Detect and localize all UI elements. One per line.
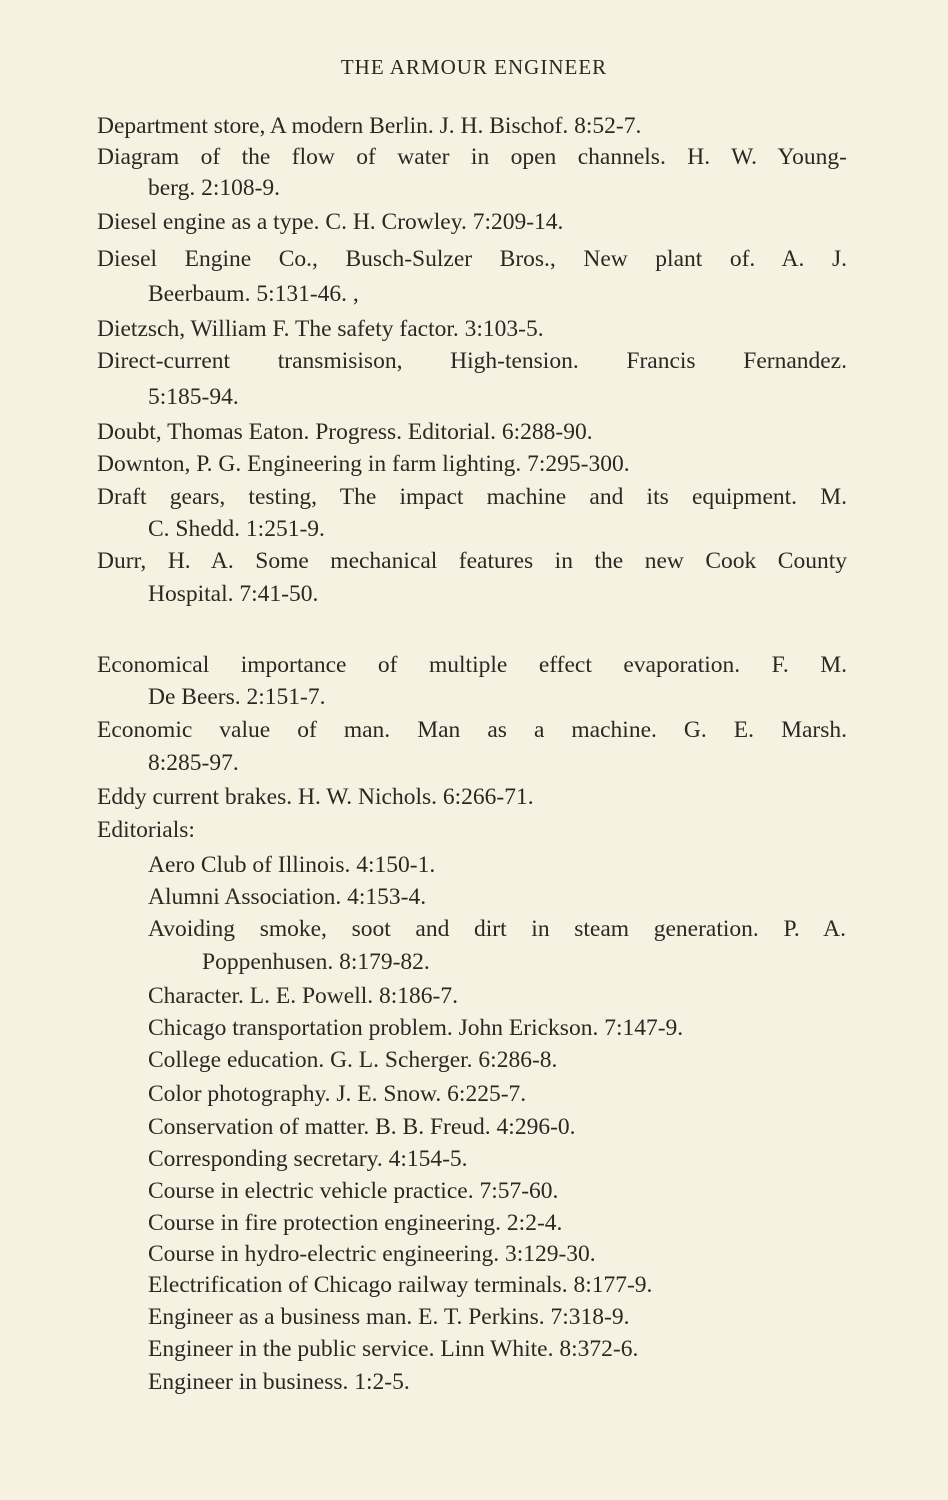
editorial-entry: Character. L. E. Powell. 8:186-7.: [148, 983, 458, 1009]
editorial-entry: Conservation of matter. B. B. Freud. 4:296-0.: [148, 1114, 576, 1140]
editorial-entry: Engineer in business. 1:2-5.: [148, 1369, 410, 1395]
index-entry-continuation: C. Shedd. 1:251-9.: [148, 516, 325, 542]
editorial-entry: Engineer as a business man. E. T. Perkins. 7:318-9.: [148, 1304, 630, 1330]
index-entry: Economical importance of multiple effect evaporation. F. M.: [97, 652, 847, 678]
editorial-entry: Course in fire protection engineering. 2:2-4.: [148, 1210, 563, 1236]
editorial-entry: Course in electric vehicle practice. 7:57-60.: [148, 1178, 559, 1204]
editorial-entry: Corresponding secretary. 4:154-5.: [148, 1146, 468, 1172]
editorial-entry: Course in hydro-electric engineering. 3:129-30.: [148, 1241, 596, 1267]
index-entry: Draft gears, testing, The impact machine and its equipment. M.: [97, 484, 847, 510]
index-entry: Department store, A modern Berlin. J. H. Bischof. 8:52-7.: [97, 113, 642, 139]
index-entry-continuation: berg. 2:108-9.: [148, 175, 281, 201]
running-header: THE ARMOUR ENGINEER: [340, 55, 608, 79]
index-entry: Downton, P. G. Engineering in farm lighting. 7:295-300.: [97, 451, 630, 477]
editorial-entry: Alumni Association. 4:153-4.: [148, 884, 427, 910]
editorial-entry: Engineer in the public service. Linn White. 8:372-6.: [148, 1336, 639, 1362]
index-entry-continuation: Hospital. 7:41-50.: [148, 581, 319, 607]
index-entry: Diesel engine as a type. C. H. Crowley. 7:209-14.: [97, 209, 564, 235]
editorial-entry: Avoiding smoke, soot and dirt in steam generation. P. A.: [148, 916, 846, 942]
index-entry: Economic value of man. Man as a machine. G. E. Marsh.: [97, 717, 847, 743]
editorial-entry: Aero Club of Illinois. 4:150-1.: [148, 852, 436, 878]
index-heading-editorials: Editorials:: [97, 817, 195, 843]
index-entry-continuation: 5:185-94.: [148, 384, 239, 410]
index-entry: Dietzsch, William F. The safety factor. 3:103-5.: [97, 316, 544, 342]
index-entry-continuation: 8:285-97.: [148, 750, 239, 776]
editorial-entry: Color photography. J. E. Snow. 6:225-7.: [148, 1081, 527, 1107]
index-entry: Diagram of the flow of water in open channels. H. W. Young-: [97, 144, 847, 170]
index-entry: Diesel Engine Co., Busch-Sulzer Bros., New plant of. A. J.: [97, 246, 847, 272]
index-entry-continuation: Beerbaum. 5:131-46. ,: [148, 281, 359, 307]
editorial-entry: Electrification of Chicago railway terminals. 8:177-9.: [148, 1272, 653, 1298]
editorial-entry: College education. G. L. Scherger. 6:286-8.: [148, 1047, 558, 1073]
index-entry: Durr, H. A. Some mechanical features in the new Cook County: [97, 548, 847, 574]
index-entry-continuation: De Beers. 2:151-7.: [148, 684, 326, 710]
index-entry: Direct-current transmisison, High-tension. Francis Fernandez.: [97, 348, 847, 374]
index-entry: Eddy current brakes. H. W. Nichols. 6:266-71.: [97, 784, 534, 810]
editorial-entry: Chicago transportation problem. John Erickson. 7:147-9.: [148, 1015, 684, 1041]
editorial-entry-continuation: Poppenhusen. 8:179-82.: [202, 949, 430, 975]
index-entry: Doubt, Thomas Eaton. Progress. Editorial. 6:288-90.: [97, 419, 593, 445]
